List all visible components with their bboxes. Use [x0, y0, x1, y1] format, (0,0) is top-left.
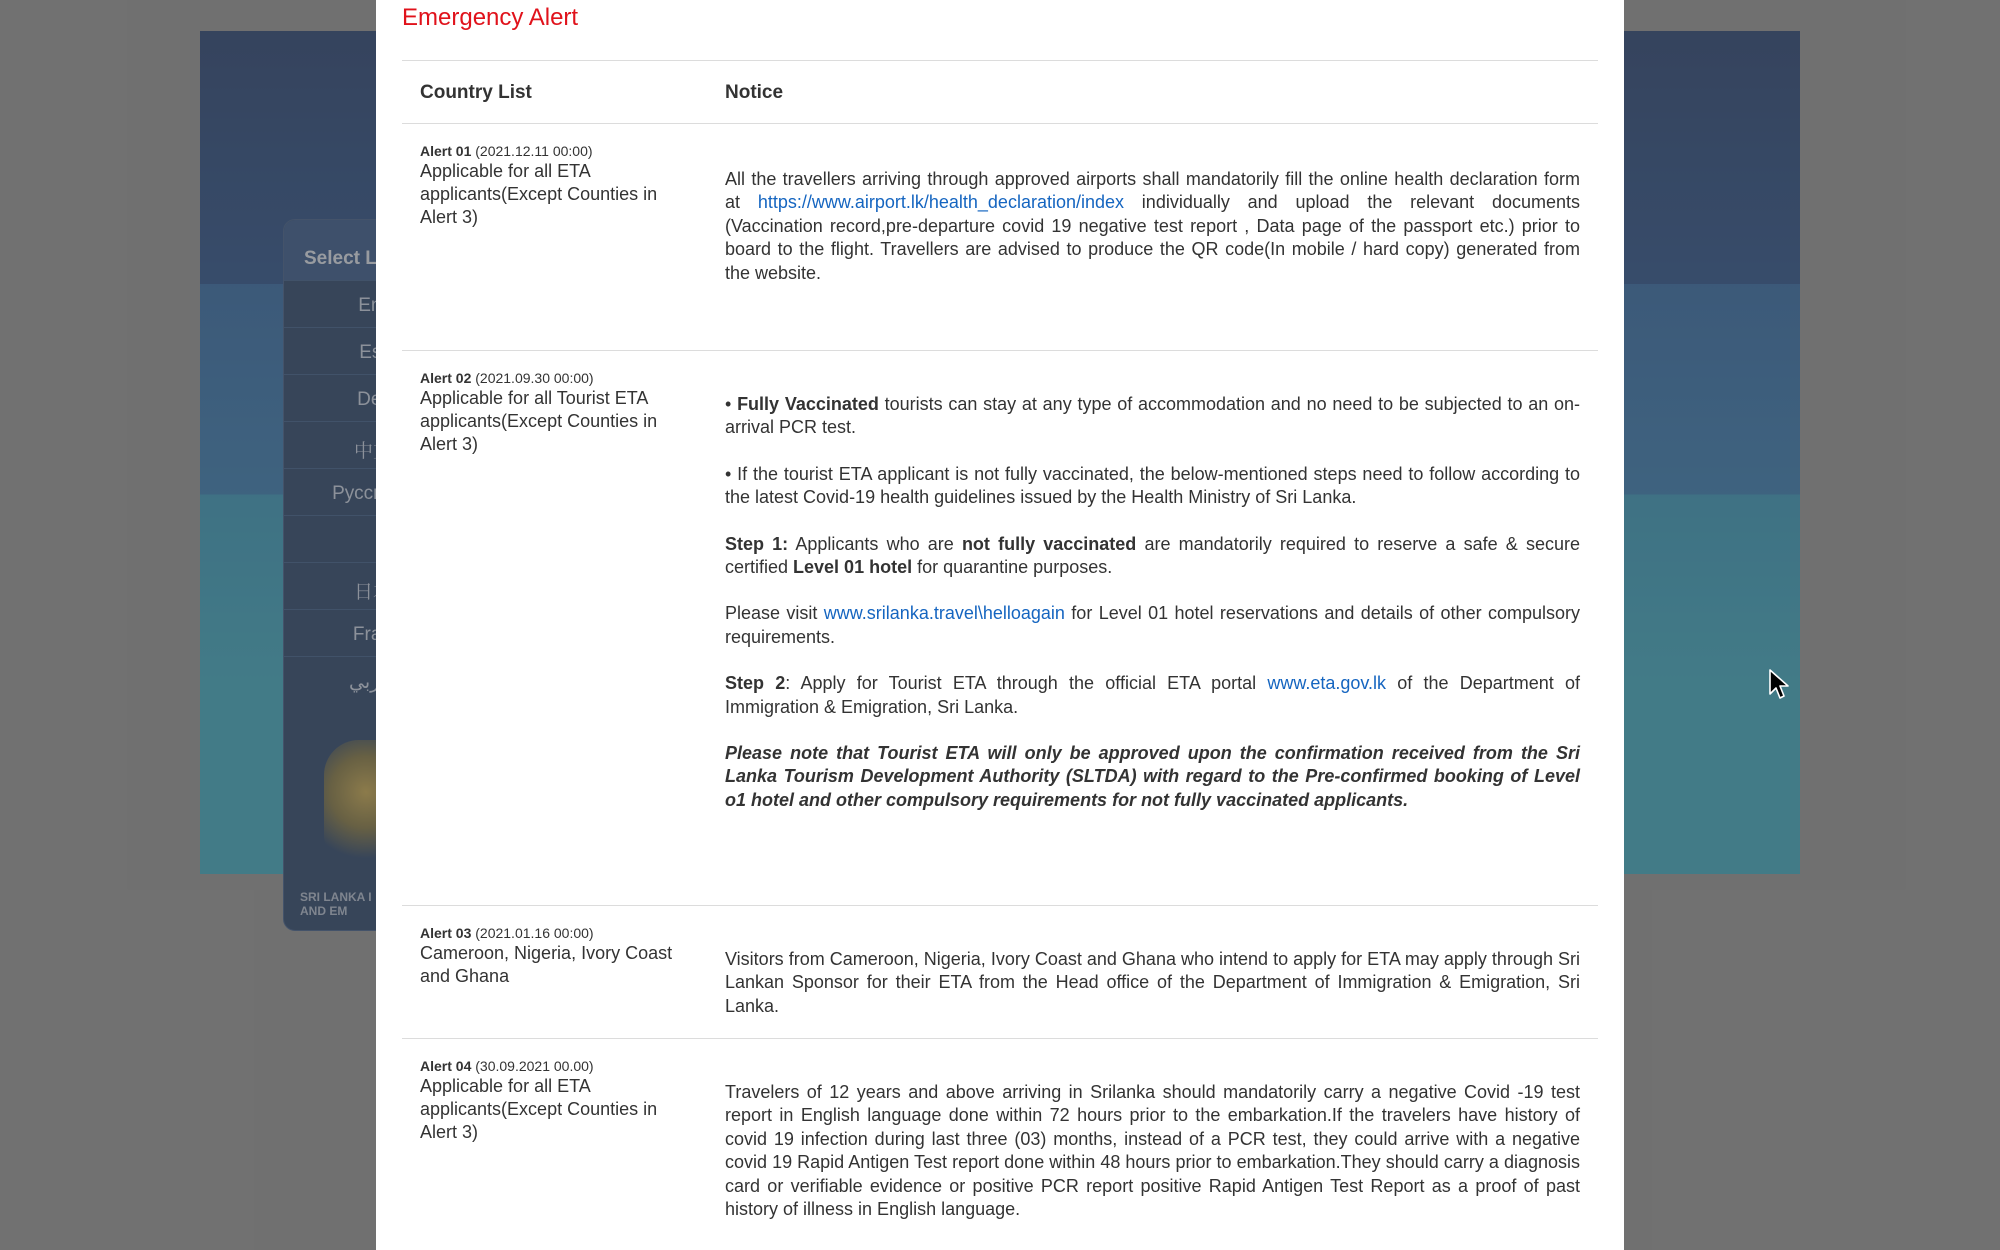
- column-header-country: Country List: [420, 82, 532, 103]
- srilanka-travel-link[interactable]: www.srilanka.travel\helloagain: [823, 603, 1065, 624]
- alert-notice-cell: • Fully Vaccinated tourists can stay at any type of accommodation and no need to be subjected to an on-arrival PCR test. • If the tourist ETA applicant is not fully vaccinated, the below-mentioned steps need to follow according to the latest Covid-19 health guidelines issued by the Health Ministry of Sri Lanka. Step 1: Applicants who are not fully vaccinated are mandatorily required to reserve a safe & secure certified Level 01 hotel for quarantine purposes. Please visit www.srilanka.travel\helloagain for Level 01 hotel reservations and details of other compulsory requirements. Step 2: Apply for Tourist ETA through the official ETA portal www.eta.gov.lk of the Department of Immigration & Emigration, Sri Lanka. Please note that Tourist ETA will only be approved upon the confirmation received from the Sri Lanka Tourism Development Authority (SLTDA) with regard to the Pre-confirmed booking of Level o1 hotel and other compulsory requirements for not fully vaccinated applicants.: [725, 393, 1580, 835]
- alert-notice-cell: [725, 948, 1580, 1041]
- emergency-alert-modal: [376, 0, 1624, 1250]
- alert-notice-text: Visitors from Cameroon, Nigeria, Ivory Coast and Ghana who intend to apply for ETA may apply through Sri Lankan Sponsor for their ETA from the Head office of the Department of Immigration & Emigration, Sri Lanka.: [725, 949, 1580, 1016]
- health-declaration-link[interactable]: https://www.airport.lk/health_declaration/index: [757, 192, 1125, 213]
- alert-country-cell: [420, 143, 695, 229]
- alert-country-cell: [420, 370, 695, 456]
- alert-notice-cell: [725, 1081, 1580, 1244]
- alert-id: Alert 04 (30.09.2021 00.00): [420, 1058, 594, 1074]
- alert-id: Alert 02 (2021.09.30 00:00): [420, 370, 594, 386]
- alert-country-cell: [420, 925, 695, 988]
- alert-applicability: Applicable for all Tourist ETA applicants(Except Counties in Alert 3): [420, 388, 658, 454]
- modal-title: Emergency Alert: [402, 4, 579, 31]
- sltda-note: Please note that Tourist ETA will only be approved upon the confirmation received from the Sri Lanka Tourism Development Authority (SLTDA) with regard to the Pre-confirmed booking of Level o1 hotel and other compulsory requirements for not fully vaccinated applicants.: [725, 743, 1580, 810]
- alert-notice-text: Travelers of 12 years and above arriving in Srilanka should mandatorily carry a negative Covid -19 test report in English language done within 72 hours prior to the embarkation.If the travelers have history of covid 19 infection during last three (03) months, instead of a PCR test, they could arrive with a negative covid 19 Rapid Antigen Test report done within 48 hours prior to embarkation.They should carry a diagnosis card or verifiable evidence or positive PCR report positive Rapid Antigen Test Report as a proof of past history of illness in English language.: [725, 1082, 1580, 1220]
- table-row: [402, 1039, 1598, 1250]
- table-row: [402, 351, 1598, 906]
- table-row: [402, 124, 1598, 351]
- alert-id: Alert 01 (2021.12.11 00:00): [420, 143, 593, 159]
- column-header-notice: Notice: [725, 82, 784, 103]
- alert-applicability: Cameroon, Nigeria, Ivory Coast and Ghana: [420, 943, 673, 986]
- bullet-not-vaccinated: • If the tourist ETA applicant is not fully vaccinated, the below-mentioned steps need to follow according to the latest Covid-19 health guidelines issued by the Health Ministry of Sri Lanka.: [725, 463, 1580, 508]
- alert-applicability: Applicable for all ETA applicants(Except Counties in Alert 3): [420, 161, 658, 227]
- alert-country-cell: [420, 1058, 695, 1144]
- table-header: [402, 61, 1598, 124]
- eta-portal-link[interactable]: www.eta.gov.lk: [1267, 673, 1387, 694]
- alert-applicability: Applicable for all ETA applicants(Except Counties in Alert 3): [420, 1076, 658, 1142]
- alert-id: Alert 03 (2021.01.16 00:00): [420, 925, 594, 941]
- mouse-cursor-icon: [1768, 668, 1790, 700]
- table-row: [402, 906, 1598, 1039]
- alert-notice-cell: All the travellers arriving through approved airports shall mandatorily fill the online health declaration form at https://www.airport.lk/health_declaration/index individually and upload the relevant documents (Vaccination record,pre-departure covid 19 negative test report , Data page of the passport etc.) prior to board to the flight. Travellers are advised to produce the QR code(In mobile / hard copy) generated from the website.: [725, 169, 1581, 283]
